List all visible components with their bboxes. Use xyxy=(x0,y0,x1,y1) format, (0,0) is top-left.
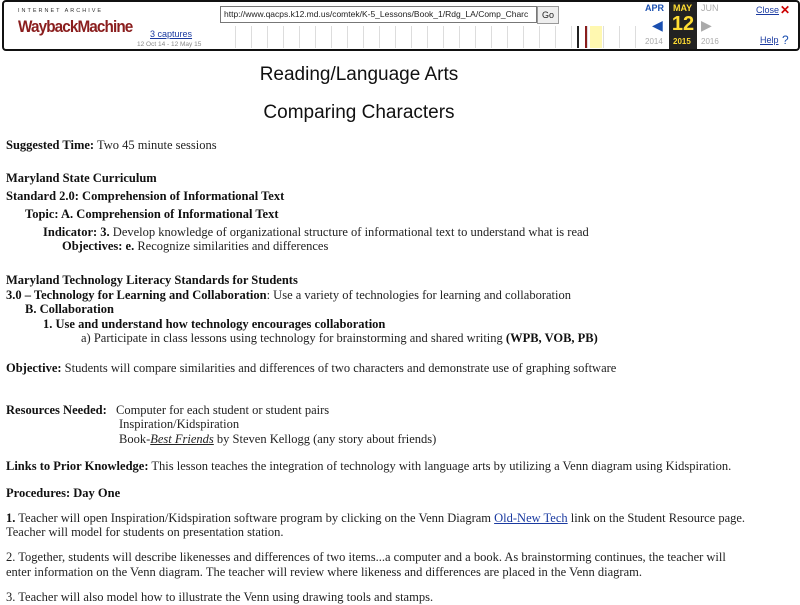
step-3: 3. Teacher will also model how to illustrate the Venn using drawing tools and stamps. xyxy=(6,590,434,604)
capture-range: 12 Oct 14 - 12 May 15 xyxy=(137,41,202,48)
objectives: Objectives: e. Recognize similarities and differences xyxy=(62,239,329,253)
timeline-highlight xyxy=(590,26,602,48)
suggested-time: Suggested Time: Two 45 minute sessions xyxy=(6,138,217,152)
next-year: 2016 xyxy=(701,37,719,46)
old-new-tech-link[interactable]: Old-New Tech xyxy=(494,511,568,525)
url-input[interactable]: http://www.qacps.k12.md.us/comtek/K-5_Lessons/Book_1/Rdg_LA/Comp_Charc xyxy=(220,6,537,23)
next-month: JUN xyxy=(701,3,719,13)
current-day: 12 xyxy=(671,13,695,35)
step-1: 1. Teacher will open Inspiration/Kidspiration software program by clicking on the Venn Diagram Old-New Tech link on the Student Resource page. xyxy=(6,511,746,525)
indicator: Indicator: 3. Develop knowledge of organizational structure of informational text to understand what is read xyxy=(43,225,589,239)
step-1-cont: Teacher will model for students on presentation station. xyxy=(6,525,284,539)
page-title: Reading/Language Arts xyxy=(259,64,459,85)
prev-month[interactable]: APR xyxy=(645,3,665,13)
mtls-heading: Maryland Technology Literacy Standards for Students xyxy=(6,273,298,287)
resource-item: Computer for each student or student pairs xyxy=(116,403,330,417)
page-subtitle: Comparing Characters xyxy=(263,102,455,123)
capture-mark[interactable] xyxy=(577,26,579,48)
step-2-cont: enter information on the Venn diagram. The teacher will review where likeness and differences are placed in the Venn diagram. xyxy=(6,565,642,579)
standard: Standard 2.0: Comprehension of Informational Text xyxy=(6,189,285,203)
close-link[interactable]: Close xyxy=(756,5,780,15)
collaboration-1: 1. Use and understand how technology encourages collaboration xyxy=(43,317,386,331)
topic: Topic: A. Comprehension of Informational Text xyxy=(25,207,279,221)
book-title: Best Friends xyxy=(150,432,214,446)
resource-item: Book-Best Friends by Steven Kellogg (any story about friends) xyxy=(119,432,437,446)
tech-standard: 3.0 – Technology for Learning and Collaboration: Use a variety of technologies for learning and collaboration xyxy=(6,288,571,302)
resource-item: Inspiration/Kidspiration xyxy=(119,417,240,431)
resources-label: Resources Needed: xyxy=(6,403,107,417)
prev-arrow-icon[interactable]: ◀ xyxy=(652,17,663,33)
wayback-logo-top: INTERNET ARCHIVE xyxy=(18,8,104,14)
prev-year[interactable]: 2014 xyxy=(645,37,663,46)
captures-link[interactable]: 3 captures xyxy=(150,29,193,39)
help-link[interactable]: Help xyxy=(760,35,779,45)
next-arrow-icon: ▶ xyxy=(701,17,712,33)
wayback-toolbar xyxy=(2,0,800,51)
msc-heading: Maryland State Curriculum xyxy=(6,171,157,185)
help-icon[interactable]: ? xyxy=(782,33,789,47)
close-icon[interactable]: ✕ xyxy=(780,3,791,17)
collaboration-1a: a) Participate in class lessons using technology for brainstorming and shared writing (WPB, VOB, PB) xyxy=(81,331,598,345)
objective: Objective: Students will compare similarities and differences of two characters and demonstrate use of graphing software xyxy=(6,361,617,375)
procedures-heading: Procedures: Day One xyxy=(6,486,121,500)
prior-knowledge: Links to Prior Knowledge: This lesson teaches the integration of technology with language arts by utilizing a Venn diagram using Kidspiration. xyxy=(6,459,732,473)
current-month: MAY xyxy=(673,3,693,13)
current-year: 2015 xyxy=(673,37,691,46)
step-2: 2. Together, students will describe likenesses and differences of two items...a computer and a book. As brainstorming continues, the teacher will xyxy=(6,550,726,564)
wayback-logo[interactable]: WaybackMachine xyxy=(18,17,133,36)
go-button[interactable]: Go xyxy=(537,6,559,24)
collaboration: B. Collaboration xyxy=(25,302,114,316)
capture-mark[interactable] xyxy=(585,26,587,48)
